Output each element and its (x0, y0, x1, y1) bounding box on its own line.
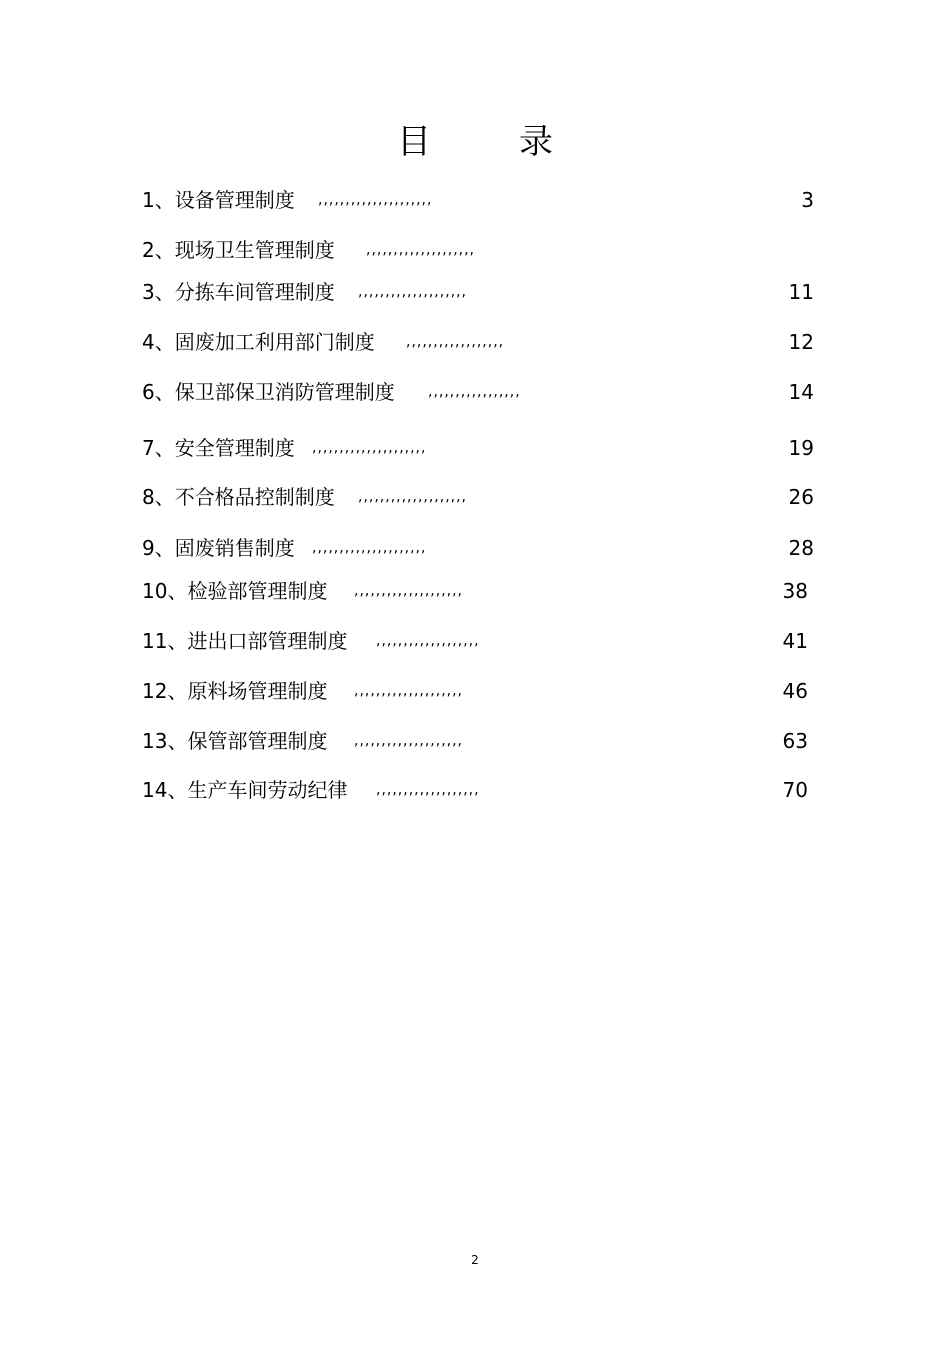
toc-entry-leader: ,,,,,,,,,,,,,,,,,,, (376, 782, 480, 798)
toc-entry-label: 9、固废销售制度 (142, 536, 295, 560)
toc-entry-page: 28 (788, 536, 814, 560)
title-char-1: 目 (397, 122, 431, 162)
toc-entry-6 (142, 433, 822, 463)
toc-entry-page: 3 (801, 188, 814, 212)
toc-entry-4 (142, 327, 822, 357)
toc-entry-page: 63 (782, 729, 808, 753)
toc-entry-leader: ,,,,,,,,,,,,,,,,,,,,, (312, 440, 427, 456)
toc-entry-label: 10、检验部管理制度 (142, 579, 328, 603)
toc-entry-page: 11 (788, 280, 814, 304)
toc-entry-leader: ,,,,,,,,,,,,,,,,,,, (376, 633, 480, 649)
toc-entry-page: 38 (782, 579, 808, 603)
toc-entry-label: 8、不合格品控制制度 (142, 485, 335, 509)
toc-entry-leader: ,,,,,,,,,,,,,,,,,,,, (358, 489, 468, 505)
toc-entry-10 (142, 626, 822, 656)
toc-entry-13 (142, 775, 822, 805)
toc-entry-leader: ,,,,,,,,,,,,,,,,,,,, (354, 733, 464, 749)
toc-entry-leader: ,,,,,,,,,,,,,,,,, (428, 384, 521, 400)
toc-entry-label: 7、安全管理制度 (142, 436, 295, 460)
toc-entry-page: 41 (782, 629, 808, 653)
toc-entry-label: 4、固废加工利用部门制度 (142, 330, 375, 354)
toc-entry-12 (142, 726, 822, 756)
toc-entry-5 (142, 377, 822, 407)
toc-entry-label: 13、保管部管理制度 (142, 729, 328, 753)
toc-entry-label: 2、现场卫生管理制度 (142, 238, 335, 262)
toc-entry-7 (142, 482, 822, 512)
page-number: 2 (471, 1253, 479, 1267)
toc-entry-leader: ,,,,,,,,,,,,,,,,,,,, (354, 583, 464, 599)
toc-entry-8 (142, 533, 822, 563)
toc-entry-3 (142, 277, 822, 307)
toc-entry-page: 12 (788, 330, 814, 354)
toc-entry-page: 14 (788, 380, 814, 404)
toc-entry-leader: ,,,,,,,,,,,,,,,,,,,,, (318, 192, 433, 208)
toc-entry-page: 46 (782, 679, 808, 703)
toc-entry-2 (142, 235, 822, 265)
toc-entry-leader: ,,,,,,,,,,,,,,,,,,,, (366, 242, 476, 258)
toc-entry-leader: ,,,,,,,,,,,,,,,,,,,,, (312, 540, 427, 556)
toc-entry-label: 1、设备管理制度 (142, 188, 295, 212)
title-char-2: 录 (519, 122, 553, 162)
page-title (0, 120, 950, 164)
toc-entry-label: 11、进出口部管理制度 (142, 629, 348, 653)
toc-entry-label: 14、生产车间劳动纪律 (142, 778, 348, 802)
toc-entry-page: 26 (788, 485, 814, 509)
toc-entry-leader: ,,,,,,,,,,,,,,,,,,,, (358, 284, 468, 300)
toc-entry-1 (142, 185, 822, 215)
toc-entry-page: 70 (782, 778, 808, 802)
toc-entry-page: 19 (788, 436, 814, 460)
toc-entry-label: 12、原料场管理制度 (142, 679, 328, 703)
toc-entry-label: 3、分拣车间管理制度 (142, 280, 335, 304)
toc-entry-leader: ,,,,,,,,,,,,,,,,,,,, (354, 683, 464, 699)
toc-entry-leader: ,,,,,,,,,,,,,,,,,, (406, 334, 505, 350)
toc-entry-11 (142, 676, 822, 706)
toc-entry-9 (142, 576, 822, 606)
toc-entry-label: 6、保卫部保卫消防管理制度 (142, 380, 395, 404)
